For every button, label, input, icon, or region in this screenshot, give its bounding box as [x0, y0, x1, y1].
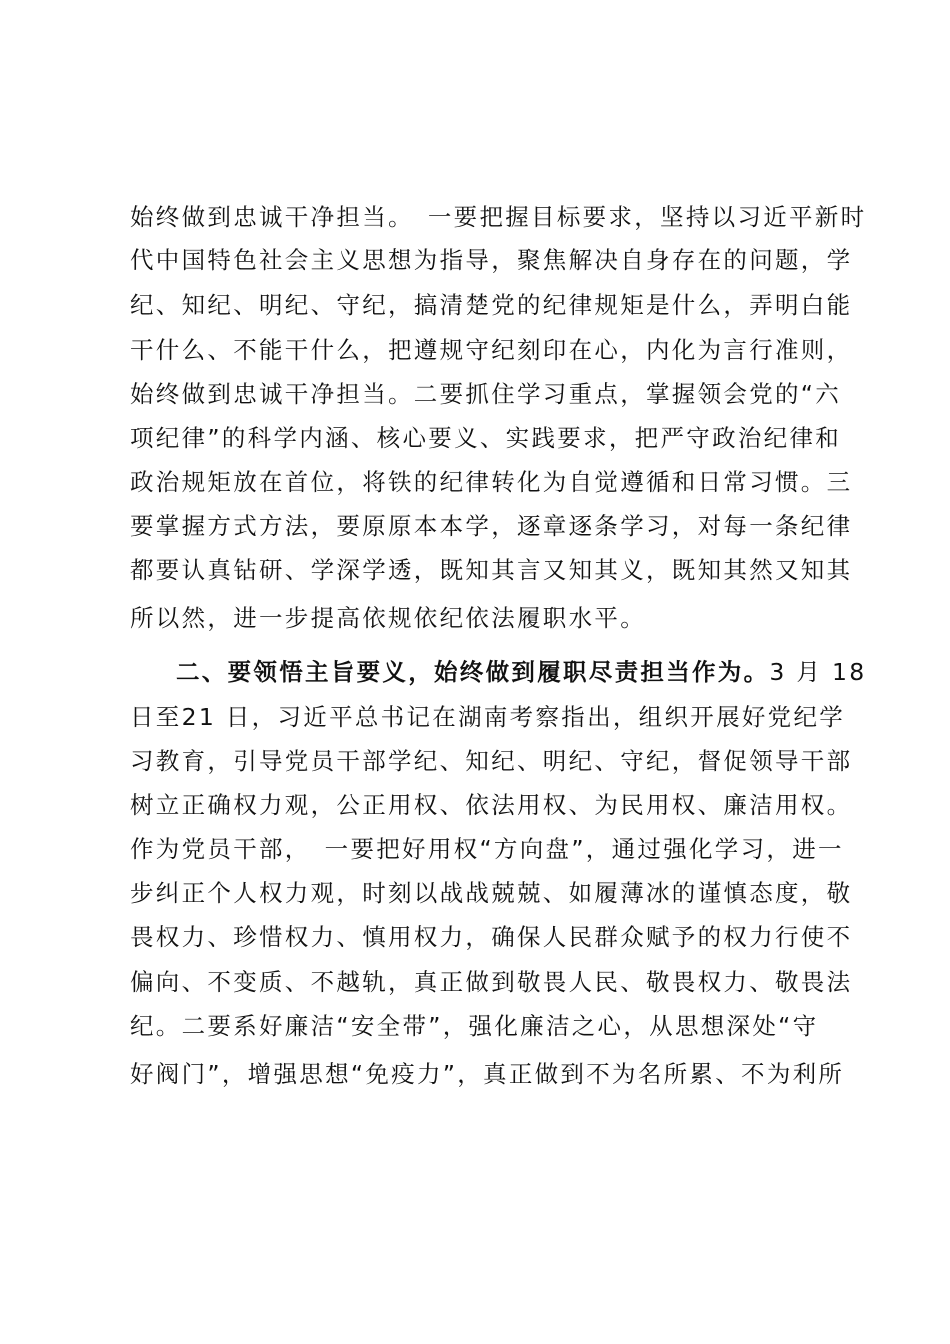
body-text-line: 要掌握方式方法，要原原本本学，逐章逐条学习，对每一条纪律	[130, 512, 853, 540]
body-text-line: 干什么、不能干什么，把遵规守纪刻印在心，内化为言行准则，	[130, 336, 853, 364]
section-heading-line	[176, 652, 867, 692]
body-text-line: 作为党员干部， 一要把好用权“方向盘”，通过强化学习，进一	[130, 835, 844, 863]
body-text-line: 好阀门”，增强思想“免疫力”，真正做到不为名所累、不为利所	[130, 1060, 845, 1088]
body-text-line: 项纪律”的科学内涵、核心要义、实践要求，把严守政治纪律和	[130, 424, 842, 452]
body-text-line: 步纠正个人权力观，时刻以战战兢兢、如履薄冰的谨慎态度，敬	[130, 879, 853, 907]
body-text-line: 畏权力、珍惜权力、慎用权力，确保人民群众赋予的权力行使不	[130, 923, 853, 951]
body-text-line: 纪。二要系好廉洁“安全带”，强化廉洁之心，从思想深处“守	[130, 1012, 819, 1040]
body-text-line: 代中国特色社会主义思想为指导，聚焦解决自身存在的问题，学	[130, 246, 853, 274]
body-text-line: 始终做到忠诚干净担当。二要抓住学习重点，掌握领会党的“六	[130, 380, 842, 408]
body-text-line: 政治规矩放在首位，将铁的纪律转化为自觉遵循和日常习惯。三	[130, 468, 853, 496]
body-text-line: 日至21 日，习近平总书记在湖南考察指出，组织开展好党纪学	[130, 703, 846, 731]
body-text-line: 树立正确权力观，公正用权、依法用权、为民用权、廉洁用权。	[130, 791, 853, 819]
body-text-line: 偏向、不变质、不越轨，真正做到敬畏人民、敬畏权力、敬畏法	[130, 968, 853, 996]
section-heading: 二、要领悟主旨要义，始终做到履职尽责担当作为。	[176, 658, 770, 686]
body-text-line: 纪、知纪、明纪、守纪，搞清楚党的纪律规矩是什么，弄明白能	[130, 291, 853, 319]
body-text-line: 始终做到忠诚干净担当。 一要把握目标要求，坚持以习近平新时	[130, 203, 867, 231]
body-text-line: 所以然，进一步提高依规依纪依法履职水平。	[130, 604, 646, 632]
body-text-line: 习教育，引导党员干部学纪、知纪、明纪、守纪，督促领导干部	[130, 747, 853, 775]
body-text-line: 都要认真钻研、学深学透，既知其言又知其义，既知其然又知其	[130, 556, 853, 584]
heading-tail-text: 3 月 18	[769, 658, 867, 686]
